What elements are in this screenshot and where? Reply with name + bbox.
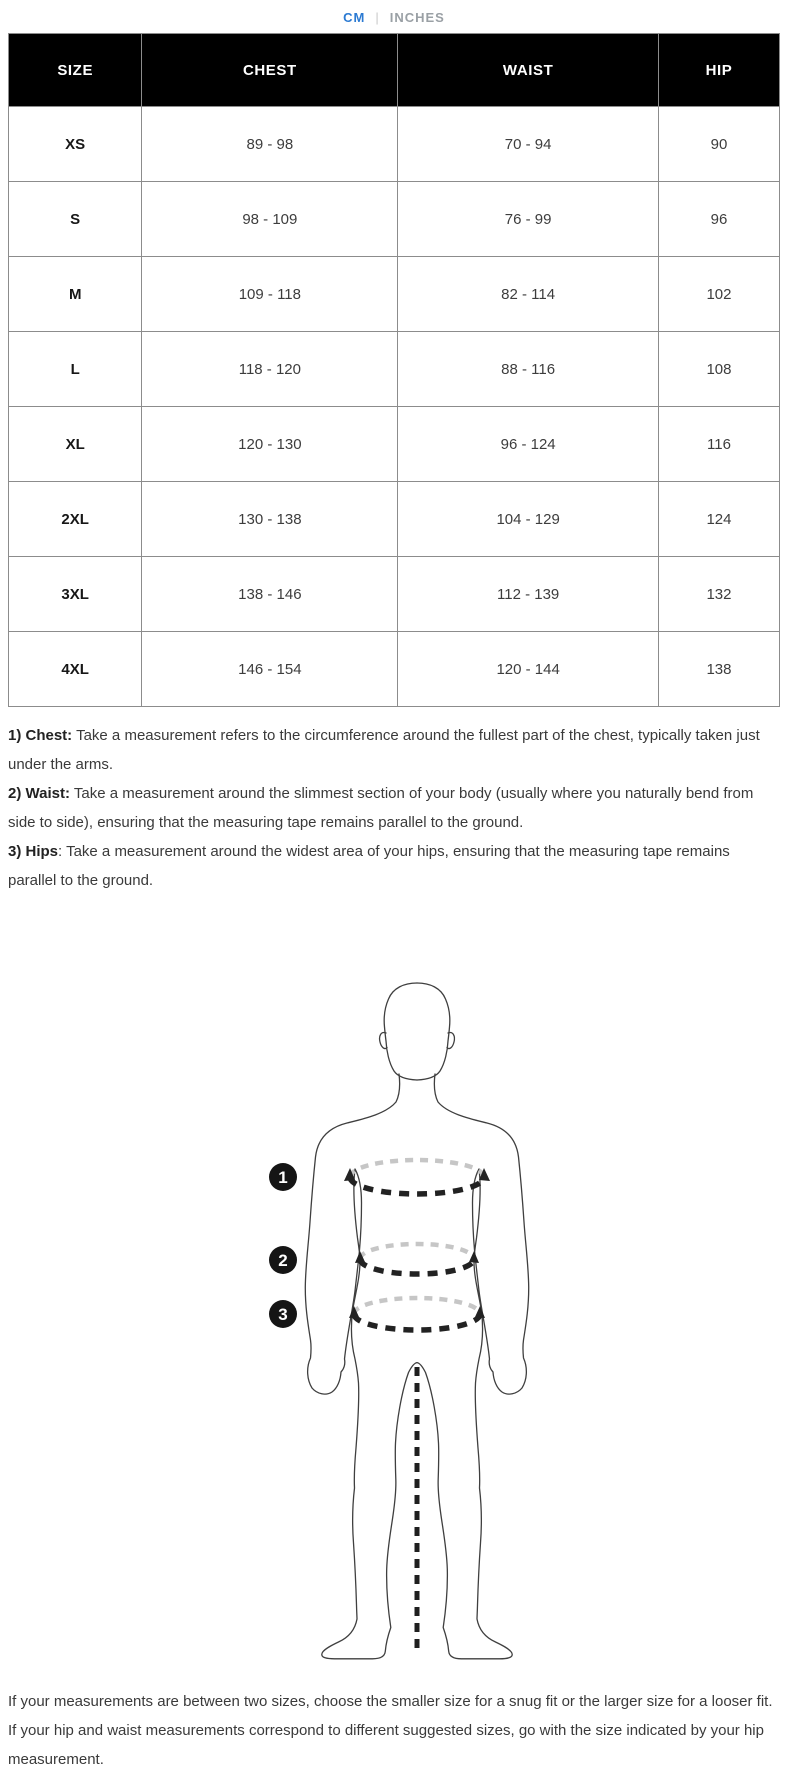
unit-toggle-separator: | bbox=[375, 10, 380, 25]
cell-size: L bbox=[9, 332, 142, 407]
table-row bbox=[9, 182, 780, 257]
cell-waist: 82 - 114 bbox=[398, 257, 659, 332]
chest-tape-back bbox=[350, 1160, 484, 1177]
header-chest: CHEST bbox=[142, 34, 398, 107]
hip-tape-arrow-right bbox=[475, 1306, 485, 1318]
cell-hip: 116 bbox=[658, 407, 779, 482]
instruction-lead: 1) Chest: bbox=[8, 727, 73, 744]
cell-hip: 138 bbox=[658, 632, 779, 707]
measurement-instructions bbox=[8, 721, 780, 895]
chest-badge-number: 1 bbox=[278, 1168, 288, 1188]
unit-toggle bbox=[0, 0, 788, 33]
instruction-lead: 2) Waist: bbox=[8, 785, 70, 802]
cell-chest: 98 - 109 bbox=[142, 182, 398, 257]
head-outline bbox=[384, 983, 417, 1080]
waist-tape-arrow-right bbox=[469, 1251, 479, 1263]
body-figure-svg bbox=[205, 973, 629, 1663]
cell-size: 2XL bbox=[9, 482, 142, 557]
size-chart-table bbox=[8, 33, 780, 707]
cell-waist: 76 - 99 bbox=[398, 182, 659, 257]
waist-tape-front bbox=[360, 1259, 474, 1274]
size-chart-table-wrap bbox=[0, 33, 788, 707]
hip-badge-number: 3 bbox=[278, 1305, 288, 1325]
cell-waist: 70 - 94 bbox=[398, 107, 659, 182]
figure-outline-half bbox=[305, 983, 417, 1659]
table-row bbox=[9, 107, 780, 182]
cell-size: 3XL bbox=[9, 557, 142, 632]
sizing-advice-note: If your measurements are between two sizes, choose the smaller size for a snug fit or the larger size for a looser fit. If your hip and waist measurements correspond to different suggested sizes, go with the size indicated by your hip measurement. bbox=[8, 1693, 773, 1768]
instruction-lead: 3) Hips bbox=[8, 843, 59, 860]
header-size: SIZE bbox=[9, 34, 142, 107]
header-hip: HIP bbox=[658, 34, 779, 107]
cell-waist: 96 - 124 bbox=[398, 407, 659, 482]
table-row bbox=[9, 557, 780, 632]
waist-tape-back bbox=[360, 1244, 474, 1259]
cell-size: M bbox=[9, 257, 142, 332]
table-row bbox=[9, 632, 780, 707]
instruction-line bbox=[8, 779, 780, 837]
cell-hip: 102 bbox=[658, 257, 779, 332]
instruction-line bbox=[8, 837, 780, 895]
cell-chest: 120 - 130 bbox=[142, 407, 398, 482]
cell-size: S bbox=[9, 182, 142, 257]
instruction-line bbox=[8, 721, 780, 779]
cell-hip: 108 bbox=[658, 332, 779, 407]
cell-hip: 90 bbox=[658, 107, 779, 182]
cell-size: 4XL bbox=[9, 632, 142, 707]
waist-badge-number: 2 bbox=[278, 1251, 288, 1271]
cell-chest: 89 - 98 bbox=[142, 107, 398, 182]
table-row bbox=[9, 407, 780, 482]
instruction-text: : Take a measurement around the widest area of your hips, ensuring that the measuring tape remains parallel to the ground. bbox=[8, 843, 730, 889]
body-measurement-diagram bbox=[0, 895, 788, 1687]
body-outline bbox=[305, 1074, 417, 1659]
chest-tape-front bbox=[350, 1177, 484, 1194]
cell-hip: 132 bbox=[658, 557, 779, 632]
table-header-row bbox=[9, 34, 780, 107]
cell-chest: 146 - 154 bbox=[142, 632, 398, 707]
cell-hip: 124 bbox=[658, 482, 779, 557]
cell-chest: 109 - 118 bbox=[142, 257, 398, 332]
unit-toggle-cm[interactable]: CM bbox=[343, 10, 366, 25]
cell-size: XS bbox=[9, 107, 142, 182]
header-waist: WAIST bbox=[398, 34, 659, 107]
instruction-text: Take a measurement refers to the circumference around the fullest part of the chest, typically taken just under the arms. bbox=[8, 727, 760, 773]
cell-waist: 112 - 139 bbox=[398, 557, 659, 632]
cell-hip: 96 bbox=[658, 182, 779, 257]
hip-tape-front bbox=[354, 1314, 480, 1330]
cell-size: XL bbox=[9, 407, 142, 482]
unit-toggle-inches[interactable]: INCHES bbox=[389, 10, 445, 25]
table-row bbox=[9, 257, 780, 332]
cell-chest: 130 - 138 bbox=[142, 482, 398, 557]
cell-chest: 118 - 120 bbox=[142, 332, 398, 407]
cell-waist: 120 - 144 bbox=[398, 632, 659, 707]
cell-waist: 88 - 116 bbox=[398, 332, 659, 407]
cell-chest: 138 - 146 bbox=[142, 557, 398, 632]
cell-waist: 104 - 129 bbox=[398, 482, 659, 557]
table-row bbox=[9, 332, 780, 407]
hip-tape-back bbox=[354, 1298, 480, 1314]
instruction-text: Take a measurement around the slimmest section of your body (usually where you naturally bend from side to side), ensuring that the measuring tape remains parallel to the ground. bbox=[8, 785, 754, 831]
table-row bbox=[9, 482, 780, 557]
